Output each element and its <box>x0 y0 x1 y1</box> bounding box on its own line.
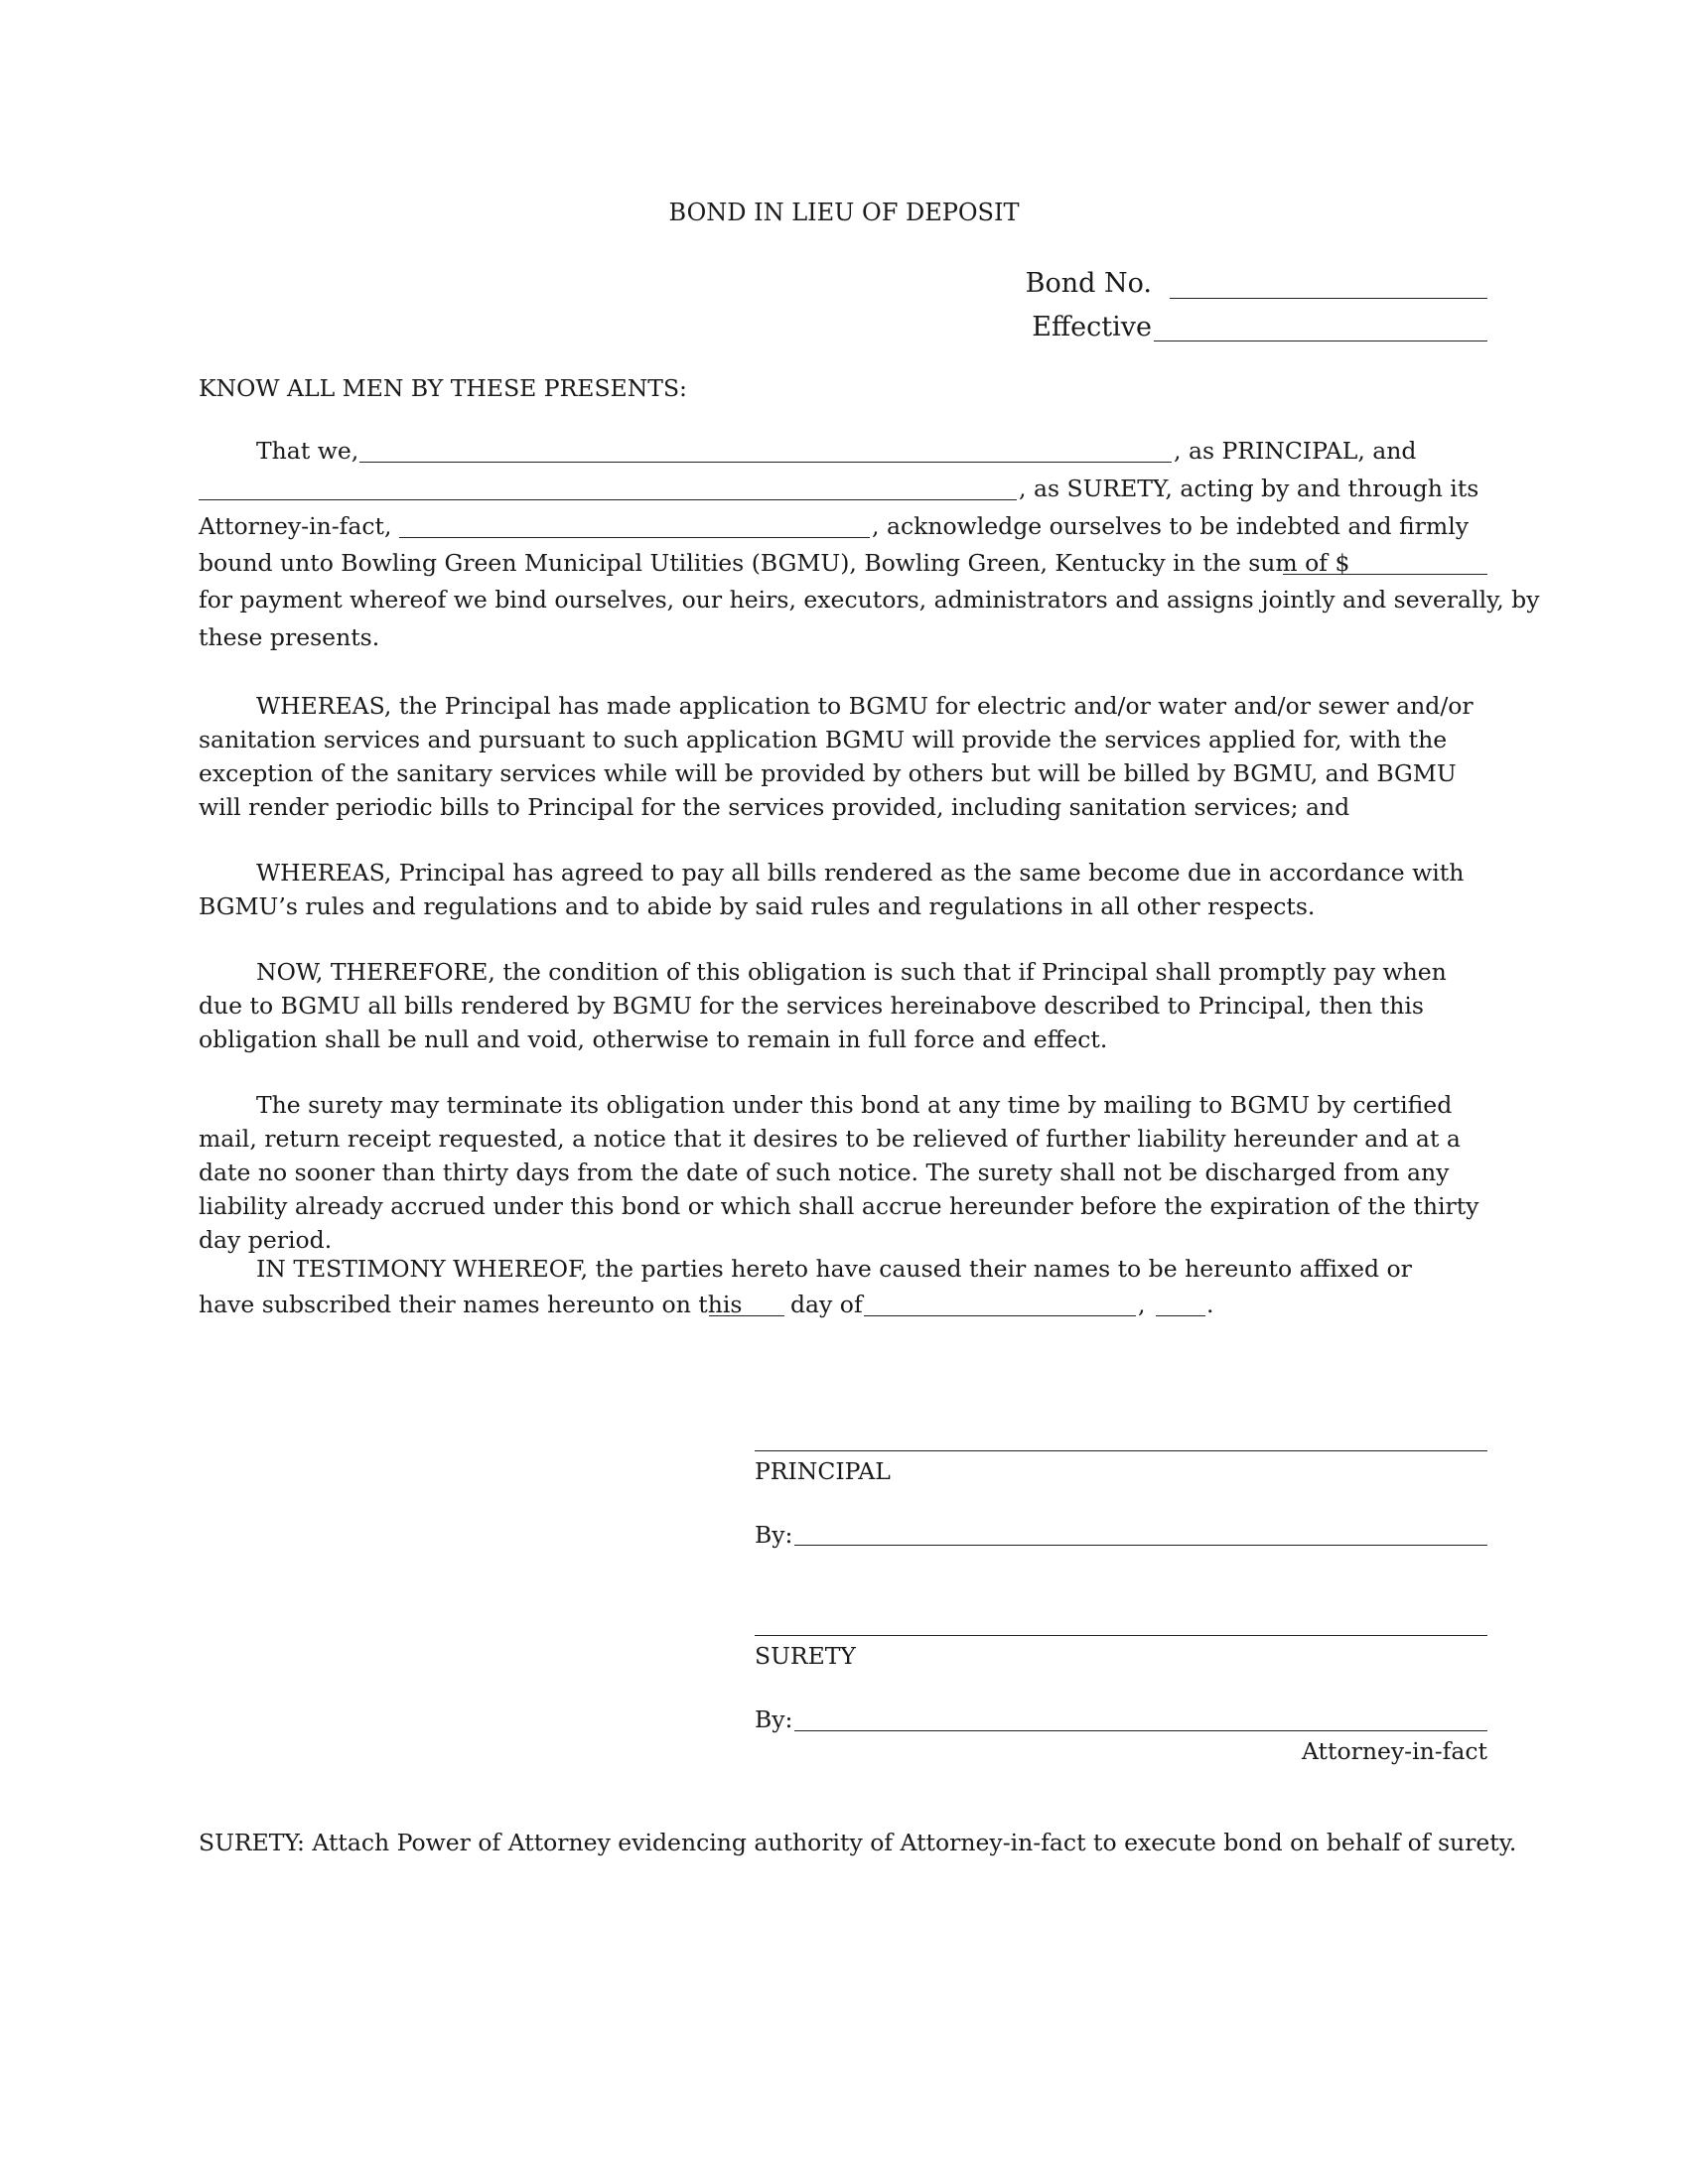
attorney-in-fact-text: Attorney-in-fact, <box>199 512 392 540</box>
whereas-paragraph-1 <box>199 689 1489 824</box>
bond-no-label: Bond No. <box>1025 268 1152 299</box>
surety-termination-text: The surety may terminate its obligation under this bond at any time by mailing to BGMU by certified mail, return receipt requested, a notice that it desires to be relieved of further liability hereunder and at a date no sooner than thirty days from the date of such notice. The surety shall not be discharged from any liability already accrued under this bond or which shall accrue hereunder before the expiration of the thirty day period. <box>199 1091 1479 1254</box>
surety-name-field[interactable] <box>199 499 1017 500</box>
bound-unto-text: bound unto Bowling Green Municipal Utilities (BGMU), Bowling Green, Kentucky in the sum of $ <box>199 549 1350 577</box>
principal-signature-line[interactable] <box>755 1450 1487 1451</box>
now-therefore-paragraph <box>199 955 1489 1056</box>
testimony-comma: , <box>1138 1291 1146 1318</box>
whereas-2-text: WHEREAS, Principal has agreed to pay all bills rendered as the same become due in accordance with BGMU’s rules and regulations and to abide by said rules and regulations in all other respects. <box>199 859 1465 920</box>
as-principal-text: , as PRINCIPAL, and <box>1174 437 1417 465</box>
intro-heading: KNOW ALL MEN BY THESE PRESENTS: <box>199 374 687 402</box>
year-field[interactable] <box>1156 1315 1205 1316</box>
whereas-paragraph-2 <box>199 856 1489 923</box>
testimony-period: . <box>1206 1291 1214 1318</box>
that-we-text: That we, <box>256 437 359 465</box>
testimony-line-1: IN TESTIMONY WHEREOF, the parties hereto have caused their names to be hereunto affixed or <box>256 1255 1412 1283</box>
payment-text: for payment whereof we bind ourselves, our heirs, executors, administrators and assigns jointly and severally, by <box>199 586 1540 614</box>
surety-termination-paragraph <box>199 1088 1489 1257</box>
footer-note: SURETY: Attach Power of Attorney evidencing authority of Attorney-in-fact to execute bond on behalf of surety. <box>199 1829 1517 1856</box>
principal-by-label: By: <box>755 1521 793 1549</box>
bond-amount-field[interactable] <box>1283 574 1487 575</box>
principal-label: PRINCIPAL <box>755 1457 891 1485</box>
document-title: BOND IN LIEU OF DEPOSIT <box>668 199 1020 226</box>
day-field[interactable] <box>709 1315 784 1316</box>
attorney-in-fact-field[interactable] <box>399 537 870 538</box>
whereas-1-text: WHEREAS, the Principal has made application to BGMU for electric and/or water and/or sewer and/or sanitation services and pursuant to such application BGMU will provide the services applied for, with the exception of the sanitary services while will be provided by others but will be billed by BGMU, and BGMU will render periodic bills to Principal for the services provided, including sanitation services; and <box>199 692 1474 821</box>
principal-name-field[interactable] <box>359 462 1172 463</box>
day-of-text: day of <box>790 1291 863 1318</box>
effective-label: Effective <box>1032 312 1152 342</box>
testimony-line-2: have subscribed their names hereunto on this <box>199 1291 743 1318</box>
surety-by-field[interactable] <box>794 1730 1487 1731</box>
bond-no-field[interactable] <box>1170 298 1487 299</box>
month-field[interactable] <box>864 1315 1136 1316</box>
presents-text: these presents. <box>199 623 380 651</box>
as-surety-text: , as SURETY, acting by and through its <box>1019 475 1479 502</box>
surety-signature-line[interactable] <box>755 1635 1487 1636</box>
attorney-in-fact-label: Attorney-in-fact <box>1302 1737 1487 1765</box>
surety-label: SURETY <box>755 1642 856 1670</box>
acknowledge-text: , acknowledge ourselves to be indebted and firmly <box>872 512 1469 540</box>
principal-by-field[interactable] <box>794 1545 1487 1546</box>
surety-by-label: By: <box>755 1706 793 1733</box>
now-therefore-text: NOW, THEREFORE, the condition of this obligation is such that if Principal shall promptly pay when due to BGMU all bills rendered by BGMU for the services hereinabove described to Principal, then this obligation shall be null and void, otherwise to remain in full force and effect. <box>199 958 1447 1053</box>
